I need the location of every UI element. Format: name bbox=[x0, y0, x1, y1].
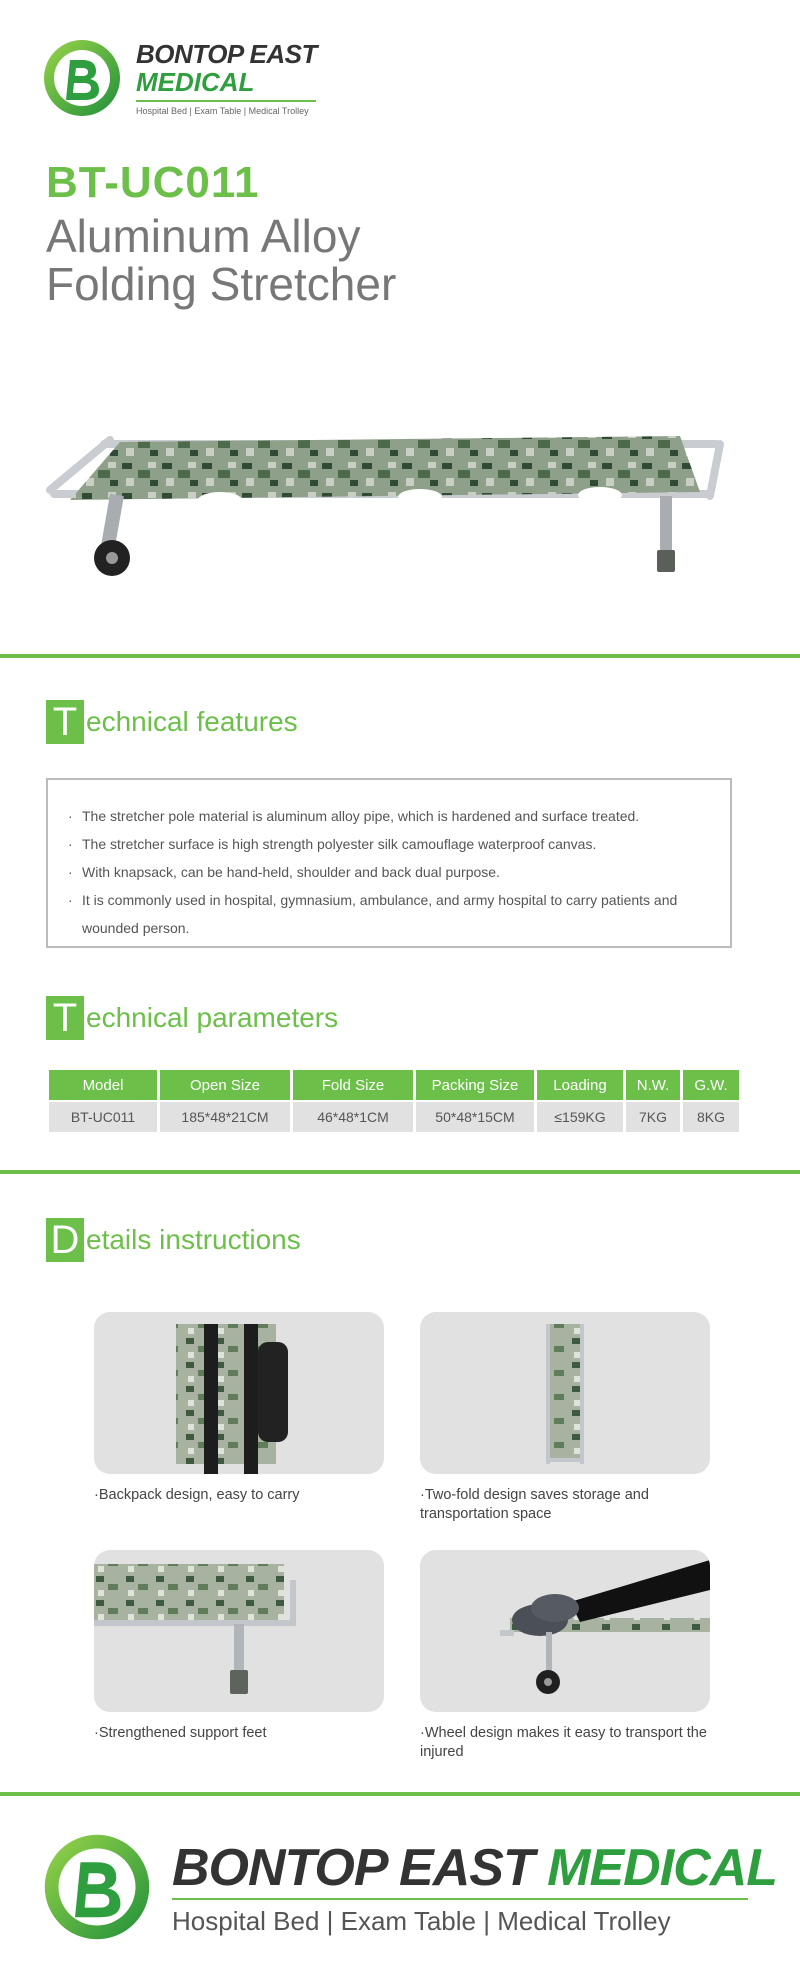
product-name bbox=[46, 212, 396, 308]
cell-open-size: 185*48*21CM bbox=[160, 1102, 290, 1132]
header-open-size: Open Size bbox=[160, 1070, 290, 1100]
support-feet-image bbox=[94, 1550, 384, 1712]
cell-model: BT-UC011 bbox=[49, 1102, 157, 1132]
model-code: BT-UC011 bbox=[46, 158, 260, 207]
stretcher-image bbox=[40, 400, 740, 600]
features-box bbox=[46, 778, 732, 948]
footer-brand-name-part1: BONTOP EAST bbox=[172, 1839, 548, 1897]
footer-tagline: Hospital Bed | Exam Table | Medical Trolley bbox=[172, 1906, 671, 1936]
product-name-line2: Folding Stretcher bbox=[46, 258, 397, 310]
feature-item: · The stretcher pole material is aluminum alloy pipe, which is hardened and surface treated. bbox=[68, 802, 710, 830]
backpack-image bbox=[94, 1312, 384, 1474]
detail-caption-support-feet: ·Strengthened support feet bbox=[94, 1725, 267, 1741]
cell-fold-size: 46*48*1CM bbox=[293, 1102, 413, 1132]
wheel-image bbox=[420, 1550, 710, 1712]
cell-gross-weight: 8KG bbox=[683, 1102, 739, 1132]
brand-rule bbox=[136, 100, 316, 102]
brand-name-line2: MEDICAL bbox=[136, 67, 255, 97]
table-header-row bbox=[49, 1070, 739, 1100]
detail-caption-backpack: ·Backpack design, easy to carry bbox=[94, 1487, 300, 1503]
section-divider bbox=[0, 654, 800, 658]
detail-card-folded bbox=[420, 1312, 710, 1474]
cell-loading: ≤159KG bbox=[537, 1102, 623, 1132]
features-title-initial: T bbox=[46, 700, 84, 744]
features-section-title bbox=[46, 700, 298, 744]
detail-card-wheel bbox=[420, 1550, 710, 1712]
product-name-line1: Aluminum Alloy bbox=[46, 210, 361, 262]
footer-brand-rule bbox=[172, 1898, 748, 1900]
feature-item: · With knapsack, can be hand-held, shoulder and back dual purpose. bbox=[68, 858, 710, 886]
table-row bbox=[49, 1102, 739, 1132]
header-fold-size: Fold Size bbox=[293, 1070, 413, 1100]
header-net-weight: N.W. bbox=[626, 1070, 680, 1100]
brand-name-line1: BONTOP EAST bbox=[136, 39, 317, 69]
section-divider bbox=[0, 1170, 800, 1174]
detail-caption-folded: ·Two-fold design saves storage and transportation space bbox=[420, 1487, 649, 1522]
footer-brand-name bbox=[172, 1840, 777, 1896]
footer-brand-logo-icon bbox=[42, 1832, 152, 1942]
detail-card-support-feet bbox=[94, 1550, 384, 1712]
detail-caption-wheel: ·Wheel design makes it easy to transport the injured bbox=[420, 1725, 707, 1760]
header-loading: Loading bbox=[537, 1070, 623, 1100]
brand-tagline: Hospital Bed | Exam Table | Medical Trolley bbox=[136, 106, 309, 116]
folded-stretcher-image bbox=[420, 1312, 710, 1474]
parameters-section-title bbox=[46, 996, 338, 1040]
parameters-table bbox=[46, 1068, 742, 1134]
feature-item: · It is commonly used in hospital, gymnasium, ambulance, and army hospital to carry patients and wounded person. bbox=[68, 886, 710, 942]
parameters-title-initial: T bbox=[46, 996, 84, 1040]
details-title-rest: etails instructions bbox=[86, 1224, 301, 1255]
features-title-rest: echnical features bbox=[86, 706, 298, 737]
brand-header bbox=[136, 40, 317, 116]
header-packing-size: Packing Size bbox=[416, 1070, 534, 1100]
footer-brand-name-part2: MEDICAL bbox=[547, 1839, 778, 1897]
details-title-initial: D bbox=[46, 1218, 84, 1262]
header-model: Model bbox=[49, 1070, 157, 1100]
detail-card-backpack bbox=[94, 1312, 384, 1474]
details-section-title bbox=[46, 1218, 301, 1262]
section-divider bbox=[0, 1792, 800, 1796]
cell-packing-size: 50*48*15CM bbox=[416, 1102, 534, 1132]
brand-logo-icon bbox=[42, 38, 122, 118]
footer-brand bbox=[172, 1840, 777, 1937]
cell-net-weight: 7KG bbox=[626, 1102, 680, 1132]
header-gross-weight: G.W. bbox=[683, 1070, 739, 1100]
features-list bbox=[68, 802, 710, 942]
feature-item: · The stretcher surface is high strength polyester silk camouflage waterproof canvas. bbox=[68, 830, 710, 858]
parameters-title-rest: echnical parameters bbox=[86, 1002, 339, 1033]
